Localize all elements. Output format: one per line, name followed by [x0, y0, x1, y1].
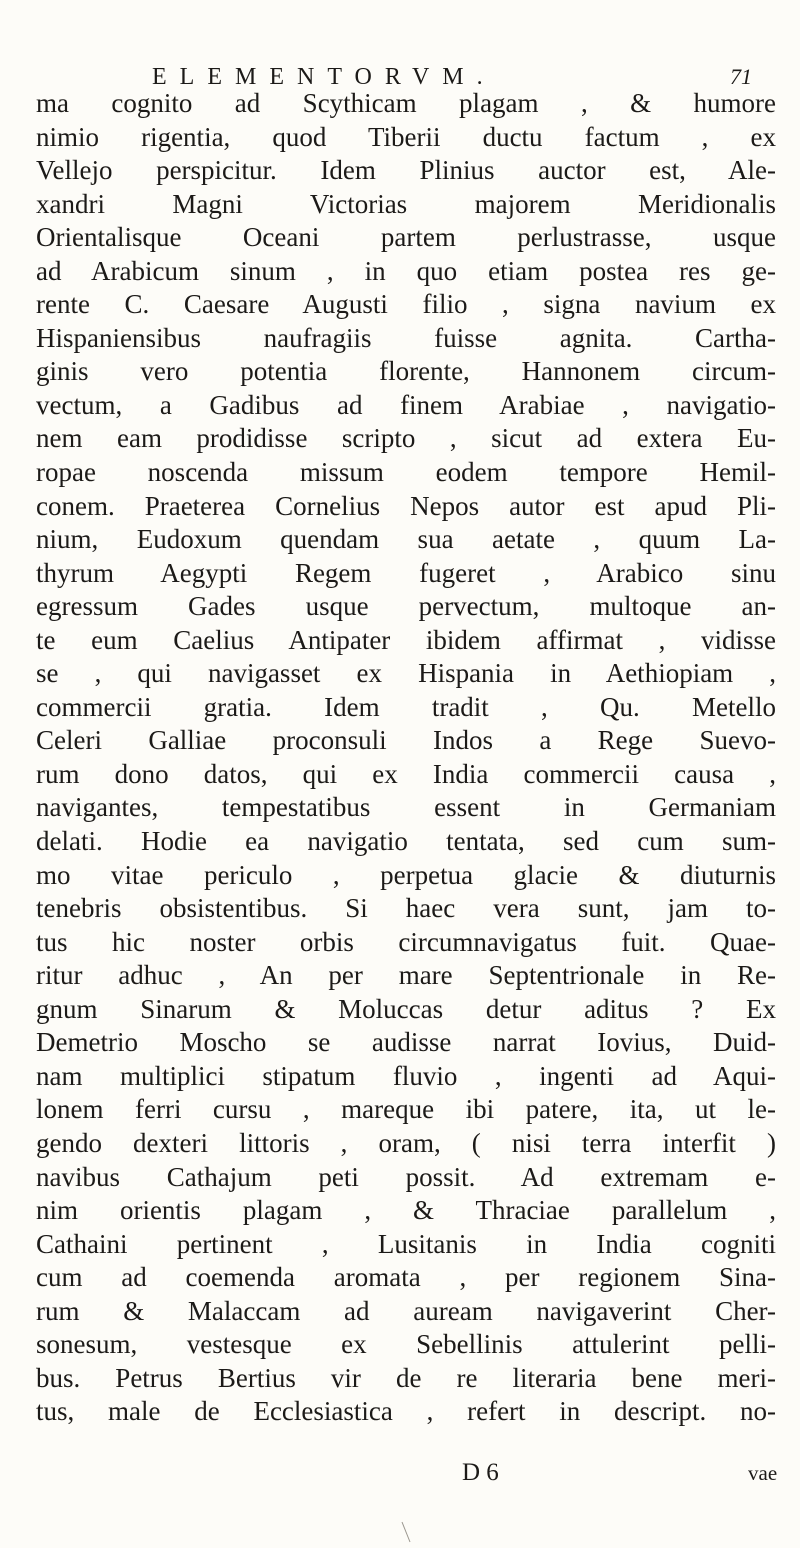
text-line: ritur adhuc , An per mare Septentrionale in Re- — [36, 960, 776, 991]
text-line: gendo dexteri littoris , oram, ( nisi terra interfit ) — [36, 1127, 776, 1158]
text-line: conem. Praeterea Cornelius Nepos autor est apud Pli- — [36, 490, 776, 521]
text-line: vectum, a Gadibus ad finem Arabiae , navigatio- — [36, 389, 776, 420]
text-line: tus, male de Ecclesiastica , refert in descript. no- — [36, 1396, 776, 1427]
text-line: Demetrio Moscho se audisse narrat Iovius, Duid- — [36, 1027, 776, 1058]
text-line: tus hic noster orbis circumnavigatus fuit. Quae- — [36, 926, 776, 957]
text-line: cum ad coemenda aromata , per regionem Sina- — [36, 1262, 776, 1293]
text-line: commercii gratia. Idem tradit , Qu. Metello — [36, 691, 776, 722]
text-line: navibus Cathajum peti possit. Ad extremam e- — [36, 1161, 776, 1192]
text-line: Cathaini pertinent , Lusitanis in India cogniti — [36, 1228, 776, 1259]
text-line: nimio rigentia, quod Tiberii ductu factum , ex — [36, 121, 776, 152]
text-line: tenebris obsistentibus. Si haec vera sunt, jam to- — [36, 893, 776, 924]
text-line: ad Arabicum sinum , in quo etiam postea res ge- — [36, 255, 776, 286]
text-line: ma cognito ad Scythicam plagam , & humore — [36, 88, 776, 118]
catchword: vae — [748, 1461, 778, 1485]
text-line: gnum Sinarum & Moluccas detur aditus ? Ex — [36, 993, 776, 1024]
text-line: sonesum, vestesque ex Sebellinis attulerint pelli- — [36, 1329, 776, 1360]
text-line: se , qui navigasset ex Hispania in Aethiopiam , — [36, 658, 776, 689]
text-line: rum & Malaccam ad auream navigaverint Cher- — [36, 1295, 776, 1326]
text-line: Orientalisque Oceani partem perlustrasse, usque — [36, 222, 776, 253]
text-line: Celeri Galliae proconsuli Indos a Rege Suevo- — [36, 725, 776, 756]
text-line: thyrum Aegypti Regem fugeret , Arabico sinu — [36, 557, 776, 588]
text-line: mo vitae periculo , perpetua glacie & diuturnis — [36, 859, 776, 890]
page-number: 71 — [730, 64, 752, 89]
text-line: rum dono datos, qui ex India commercii causa , — [36, 758, 776, 789]
text-line: Vellejo perspicitur. Idem Plinius auctor est, Ale- — [36, 155, 776, 186]
text-line: nim orientis plagam , & Thraciae parallelum , — [36, 1195, 776, 1226]
page-footer — [0, 1455, 800, 1495]
text-line: ropae noscenda missum eodem tempore Hemil- — [36, 457, 776, 488]
text-line: nem eam prodidisse scripto , sicut ad extera Eu- — [36, 423, 776, 454]
text-line: egressum Gades usque pervectum, multoque an- — [36, 591, 776, 622]
text-line: Hispaniensibus naufragiis fuisse agnita. Cartha- — [36, 322, 776, 353]
text-line: rente C. Caesare Augusti filio , signa navium ex — [36, 289, 776, 320]
running-title: ELEMENTORVM. — [152, 64, 496, 90]
text-line: bus. Petrus Bertius vir de re literaria bene meri- — [36, 1362, 776, 1393]
body-text — [36, 87, 776, 1429]
text-line: navigantes, tempestatibus essent in Germaniam — [36, 792, 776, 823]
text-line: te eum Caelius Antipater ibidem affirmat , vidisse — [36, 624, 776, 655]
signature-mark: D 6 — [462, 1459, 499, 1486]
text-line: nium, Eudoxum quendam sua aetate , quum La- — [36, 524, 776, 555]
text-line: ginis vero potentia florente, Hannonem circum- — [36, 356, 776, 387]
text-line: delati. Hodie ea navigatio tentata, sed cum sum- — [36, 826, 776, 857]
text-line: xandri Magni Victorias majorem Meridionalis — [36, 188, 776, 219]
text-line: lonem ferri cursu , mareque ibi patere, ita, ut le- — [36, 1094, 776, 1125]
paper-mark — [400, 1520, 412, 1544]
text-line: nam multiplici stipatum fluvio , ingenti ad Aqui- — [36, 1060, 776, 1091]
